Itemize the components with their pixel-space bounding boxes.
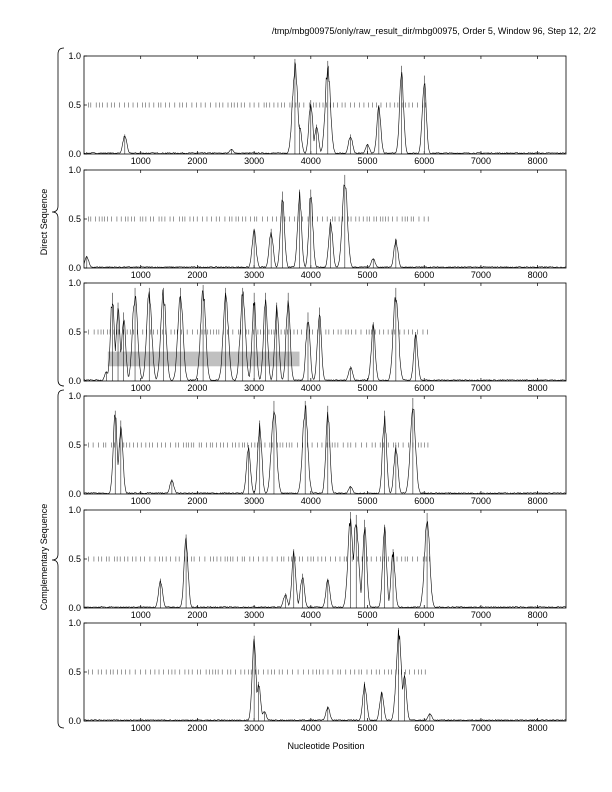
x-tick-label: 7000 — [470, 496, 491, 506]
y-tick-label: 0.5 — [68, 214, 81, 224]
x-tick-label: 1000 — [130, 270, 151, 280]
y-tick-label: 0.0 — [68, 376, 81, 386]
complementary-frame-2 — [68, 505, 566, 620]
x-tick-label: 3000 — [244, 723, 265, 733]
x-tick-label: 7000 — [470, 610, 491, 620]
direct-sequence-label: Direct Sequence — [39, 188, 49, 256]
x-tick-label: 6000 — [414, 270, 435, 280]
x-tick-label: 3000 — [244, 270, 265, 280]
y-tick-label: 1.0 — [68, 505, 81, 515]
x-tick-label: 2000 — [187, 270, 208, 280]
plot-frame-border — [84, 170, 566, 268]
x-tick-label: 3000 — [244, 610, 265, 620]
direct-frame-1 — [68, 51, 566, 166]
x-tick-label: 7000 — [470, 723, 491, 733]
x-tick-label: 6000 — [414, 723, 435, 733]
x-tick-label: 4000 — [300, 723, 321, 733]
frame-series-line — [84, 62, 566, 153]
complementary-sequence-bracket — [52, 390, 64, 728]
x-tick-label: 8000 — [527, 723, 548, 733]
y-tick-label: 1.0 — [68, 618, 81, 628]
x-tick-label: 8000 — [527, 270, 548, 280]
y-tick-label: 0.0 — [68, 716, 81, 726]
complementary-frame-3 — [68, 618, 566, 733]
direct-frame-3 — [68, 278, 566, 393]
x-tick-label: 4000 — [300, 610, 321, 620]
y-tick-label: 1.0 — [68, 51, 81, 61]
y-tick-label: 0.5 — [68, 554, 81, 564]
frame-series-line — [84, 185, 566, 268]
highlight-band — [108, 352, 300, 367]
x-tick-label: 3000 — [244, 383, 265, 393]
frame-series-line — [84, 405, 566, 493]
frame-series-line — [84, 290, 566, 381]
x-tick-label: 5000 — [357, 383, 378, 393]
y-tick-label: 0.0 — [68, 489, 81, 499]
x-tick-label: 2000 — [187, 723, 208, 733]
direct-sequence-bracket — [52, 48, 64, 386]
y-tick-label: 0.0 — [68, 149, 81, 159]
y-tick-label: 0.0 — [68, 263, 81, 273]
x-tick-label: 7000 — [470, 270, 491, 280]
y-tick-label: 0.5 — [68, 327, 81, 337]
x-tick-label: 7000 — [470, 156, 491, 166]
plot-frame-border — [84, 396, 566, 494]
x-tick-label: 2000 — [187, 156, 208, 166]
x-tick-label: 5000 — [357, 723, 378, 733]
x-tick-label: 6000 — [414, 156, 435, 166]
complementary-sequence-label: Complementary Sequence — [39, 503, 49, 611]
y-tick-label: 1.0 — [68, 165, 81, 175]
x-tick-label: 6000 — [414, 610, 435, 620]
plot-frame-border — [84, 510, 566, 608]
x-tick-label: 4000 — [300, 383, 321, 393]
x-tick-label: 6000 — [414, 383, 435, 393]
x-tick-label: 6000 — [414, 496, 435, 506]
x-tick-label: 1000 — [130, 383, 151, 393]
x-tick-label: 2000 — [187, 383, 208, 393]
y-tick-label: 1.0 — [68, 278, 81, 288]
plot-frame-border — [84, 623, 566, 721]
x-tick-label: 3000 — [244, 496, 265, 506]
frame-series-line — [84, 630, 566, 721]
x-tick-label: 4000 — [300, 496, 321, 506]
y-tick-label: 0.0 — [68, 603, 81, 613]
plot-header: /tmp/mbg00975/only/raw_result_dir/mbg00975, Order 5, Window 96, Step 12, 2/2 — [271, 26, 596, 36]
complementary-frame-1 — [68, 391, 566, 506]
x-tick-label: 1000 — [130, 156, 151, 166]
direct-frame-2 — [68, 165, 566, 280]
x-tick-label: 3000 — [244, 156, 265, 166]
x-tick-label: 2000 — [187, 496, 208, 506]
x-tick-label: 5000 — [357, 270, 378, 280]
x-tick-label: 5000 — [357, 156, 378, 166]
x-tick-label: 7000 — [470, 383, 491, 393]
x-axis-label: Nucleotide Position — [287, 741, 365, 751]
x-tick-label: 5000 — [357, 496, 378, 506]
y-tick-label: 0.5 — [68, 100, 81, 110]
y-tick-label: 1.0 — [68, 391, 81, 401]
x-tick-label: 1000 — [130, 496, 151, 506]
x-tick-label: 5000 — [357, 610, 378, 620]
x-tick-label: 8000 — [527, 496, 548, 506]
x-tick-label: 8000 — [527, 156, 548, 166]
y-tick-label: 0.5 — [68, 667, 81, 677]
x-tick-label: 8000 — [527, 610, 548, 620]
x-tick-label: 1000 — [130, 723, 151, 733]
frame-series-line — [84, 519, 566, 608]
x-tick-label: 4000 — [300, 270, 321, 280]
y-tick-label: 0.5 — [68, 440, 81, 450]
x-tick-label: 4000 — [300, 156, 321, 166]
x-tick-label: 2000 — [187, 610, 208, 620]
x-tick-label: 1000 — [130, 610, 151, 620]
x-tick-label: 8000 — [527, 383, 548, 393]
